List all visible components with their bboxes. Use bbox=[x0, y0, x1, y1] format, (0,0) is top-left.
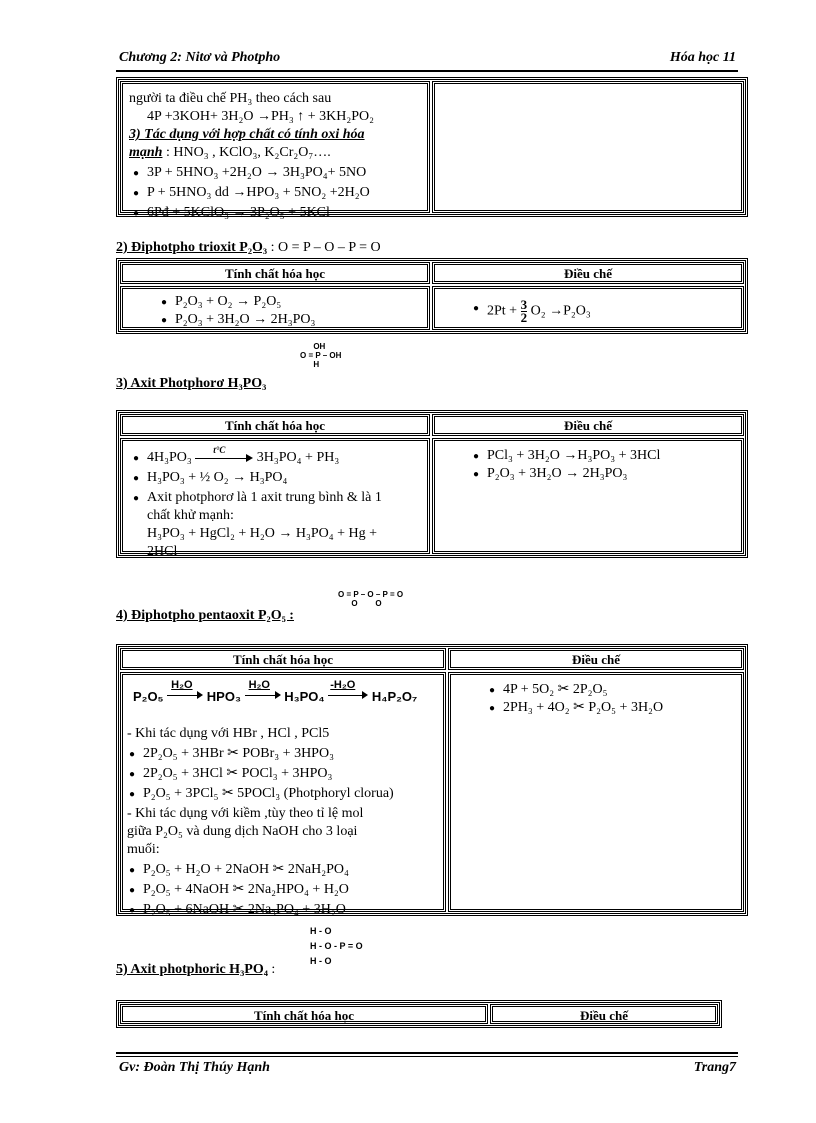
sec2-head-properties: Tính chất hóa học bbox=[120, 262, 430, 284]
footer-rule-2 bbox=[116, 1056, 738, 1057]
sec4-text-2: - Khi tác dụng với kiềm ,tùy theo tỉ lệ mol bbox=[127, 806, 364, 821]
sec3-b1-lhs: 4H₃PO₃ bbox=[147, 450, 192, 465]
fraction-denominator: 2 bbox=[520, 310, 528, 325]
sec2-title: 2) Điphotpho trioxit P₂O₃ bbox=[116, 240, 268, 255]
sec3-preparation-cell bbox=[432, 438, 744, 554]
sec4-prep-1: ● 4P + 5O₂ ✂ 2P₂O₅ bbox=[503, 681, 608, 699]
sec5-head-properties: Tính chất hóa học bbox=[120, 1004, 488, 1024]
sec4-prep-2: ● 2PH₃ + 4O₂ ✂ P₂O₅ + 3H₂O bbox=[503, 699, 663, 717]
footer-teacher: Gv: Đoàn Thị Thúy Hạnh bbox=[119, 1060, 270, 1075]
chain-hpo3: HPO₃ bbox=[206, 689, 241, 704]
sec3-prep-2: ● P₂O₃ + 3H₂O → 2H₃PO₃ bbox=[487, 465, 627, 483]
sec4-bullet-1: ● 2P₂O₅ + 3HBr ✂ POBr₃ + 3HPO₃ bbox=[143, 745, 334, 763]
sec5-head-preparation: Điều chế bbox=[490, 1004, 718, 1024]
sec3-line-3c: H₃PO₃ + HgCl₂ + H₂O → H₃PO₄ + Hg + bbox=[147, 526, 378, 541]
sec5-colon: : bbox=[267, 962, 276, 977]
top-bullet-2: ● P + 5HNO₃ dd →HPO₃ + 5NO₂ +2H₂O bbox=[147, 184, 370, 202]
sec3-bullet-1 bbox=[147, 444, 340, 467]
sec3-line-3d: 2HCl bbox=[147, 544, 178, 559]
fraction bbox=[521, 299, 528, 324]
reaction-heading: 3) Tác dụng với hợp chất có tính oxi hóa bbox=[129, 127, 365, 142]
top-line-3 bbox=[129, 126, 365, 144]
heat-arrow bbox=[195, 444, 253, 463]
sec2-prep-lhs: 2Pt + bbox=[487, 303, 518, 319]
p2o5-structure: O = P – O – P = O O O bbox=[338, 590, 404, 608]
sec3-line-3b: chất khử mạnh: bbox=[147, 508, 234, 523]
chain-h3po4: H₃PO₄ bbox=[284, 689, 325, 704]
sec4-text-4: muối: bbox=[127, 842, 160, 857]
chain-p2o5: P₂O₅ bbox=[133, 689, 164, 704]
top-line-2: 4P +3KOH+ 3H₂O →PH₃ ↑ + 3KH₂PO₂ bbox=[147, 109, 375, 124]
sec4-bullet-4: ● P₂O₅ + H₂O + 2NaOH ✂ 2NaH₂PO₄ bbox=[143, 861, 349, 879]
heat-condition: t°C bbox=[213, 444, 226, 455]
top-table bbox=[116, 77, 748, 220]
top-right-cell bbox=[432, 81, 744, 213]
sec2-properties-cell bbox=[120, 286, 430, 330]
sec4-bullet-2: ● 2P₂O₅ + 3HCl ✂ POCl₃ + 3HPO₃ bbox=[143, 765, 332, 783]
sec2-prep-1 bbox=[487, 299, 591, 324]
sec3-properties-cell bbox=[120, 438, 430, 559]
reaction-chain bbox=[133, 679, 418, 704]
chain-arrow-3: -H₂O bbox=[328, 691, 368, 701]
sec2-bullet-1: ● P₂O₃ + O₂ → P₂O₅ bbox=[175, 293, 281, 311]
footer-rule bbox=[116, 1052, 738, 1054]
chain-arrow-2: H₂O bbox=[245, 691, 281, 701]
header-subject: Hóa học 11 bbox=[669, 50, 736, 65]
header-rule bbox=[116, 70, 738, 72]
sec4-bullet-3: ● P₂O₅ + 3PCl₅ ✂ 5POCl₃ (Photphoryl clorua) bbox=[143, 785, 394, 803]
reaction-heading-2: mạnh bbox=[129, 145, 163, 160]
sec4-title: 4) Điphotpho pentaoxit P₂O₅ : bbox=[116, 608, 294, 623]
sec3-prep-1: ● PCl₃ + 3H₂O →H₃PO₃ + 3HCl bbox=[487, 447, 660, 465]
sec4-preparation-cell bbox=[448, 672, 744, 912]
sec3-head-preparation: Điều chế bbox=[432, 414, 744, 436]
chain-h4p2o7: H₄P₂O₇ bbox=[371, 689, 418, 704]
top-line-1: người ta điều chế PH₃ theo cách sau bbox=[129, 91, 332, 106]
sec5-table bbox=[116, 1000, 722, 1028]
sec2-preparation-cell bbox=[432, 286, 744, 330]
sec3-bullet-2: ● H₃PO₃ + ½ O₂ → H₃PO₄ bbox=[147, 469, 287, 487]
h3po4-structure: H - O H - O - P = O H - O bbox=[310, 926, 363, 966]
h3po3-structure: OH O = P – OH H bbox=[300, 342, 342, 369]
sec5-title: 5) Axit photphoric H₃PO₄ bbox=[116, 962, 268, 977]
sec3-table bbox=[116, 410, 748, 558]
sec4-text-1: - Khi tác dụng với HBr , HCl , PCl5 bbox=[127, 726, 330, 741]
sec4-properties-cell bbox=[120, 672, 446, 917]
sec2-formula: : O = P – O – P = O bbox=[267, 240, 381, 255]
oxidizer-list: : HNO₃ , KClO₃, K₂Cr₂O₇…. bbox=[162, 145, 331, 160]
sec2-head-preparation: Điều chế bbox=[432, 262, 744, 284]
sec2-bullet-2: ● P₂O₃ + 3H₂O → 2H₃PO₃ bbox=[175, 311, 315, 329]
sec4-head-properties: Tính chất hóa học bbox=[120, 648, 446, 670]
sec3-title: 3) Axit Photphorơ H₃PO₃ bbox=[116, 376, 267, 391]
sec4-head-preparation: Điều chế bbox=[448, 648, 744, 670]
sec2-prep-rhs: O₂ →P₂O₃ bbox=[530, 303, 591, 319]
top-bullet-1: ● 3P + 5HNO₃ +2H₂O → 3H₃PO₄+ 5NO bbox=[147, 164, 366, 182]
sec4-bullet-6: ● P₂O₅ + 6NaOH ✂ 2Na₃PO₄ + 3H₂O bbox=[143, 901, 346, 919]
sec3-head-properties: Tính chất hóa học bbox=[120, 414, 430, 436]
sec2-heading bbox=[116, 240, 381, 256]
top-left-cell bbox=[120, 81, 430, 220]
sec4-bullet-5: ● P₂O₅ + 4NaOH ✂ 2Na₂HPO₄ + H₂O bbox=[143, 881, 349, 899]
chain-arrow-1: H₂O bbox=[167, 691, 203, 701]
header-chapter: Chương 2: Nitơ và Photpho bbox=[119, 50, 281, 65]
footer-page-number: Trang7 bbox=[693, 1060, 736, 1075]
fraction-numerator: 3 bbox=[520, 297, 528, 312]
top-line-4 bbox=[129, 144, 331, 162]
sec3-bullet-3: ● Axit photphorơ là 1 axit trung bình & là 1 bbox=[147, 489, 382, 507]
sec4-table bbox=[116, 644, 748, 916]
sec2-table bbox=[116, 258, 748, 334]
sec5-heading bbox=[116, 962, 275, 978]
sec3-b1-rhs: 3H₃PO₄ + PH₃ bbox=[256, 450, 340, 465]
sec4-text-3: giữa P₂O₅ và dung dịch NaOH cho 3 loại bbox=[127, 824, 358, 839]
top-bullet-3: ● 6Pđ + 5KClO₃ → 3P₂O₅ + 5KCl bbox=[147, 204, 330, 222]
